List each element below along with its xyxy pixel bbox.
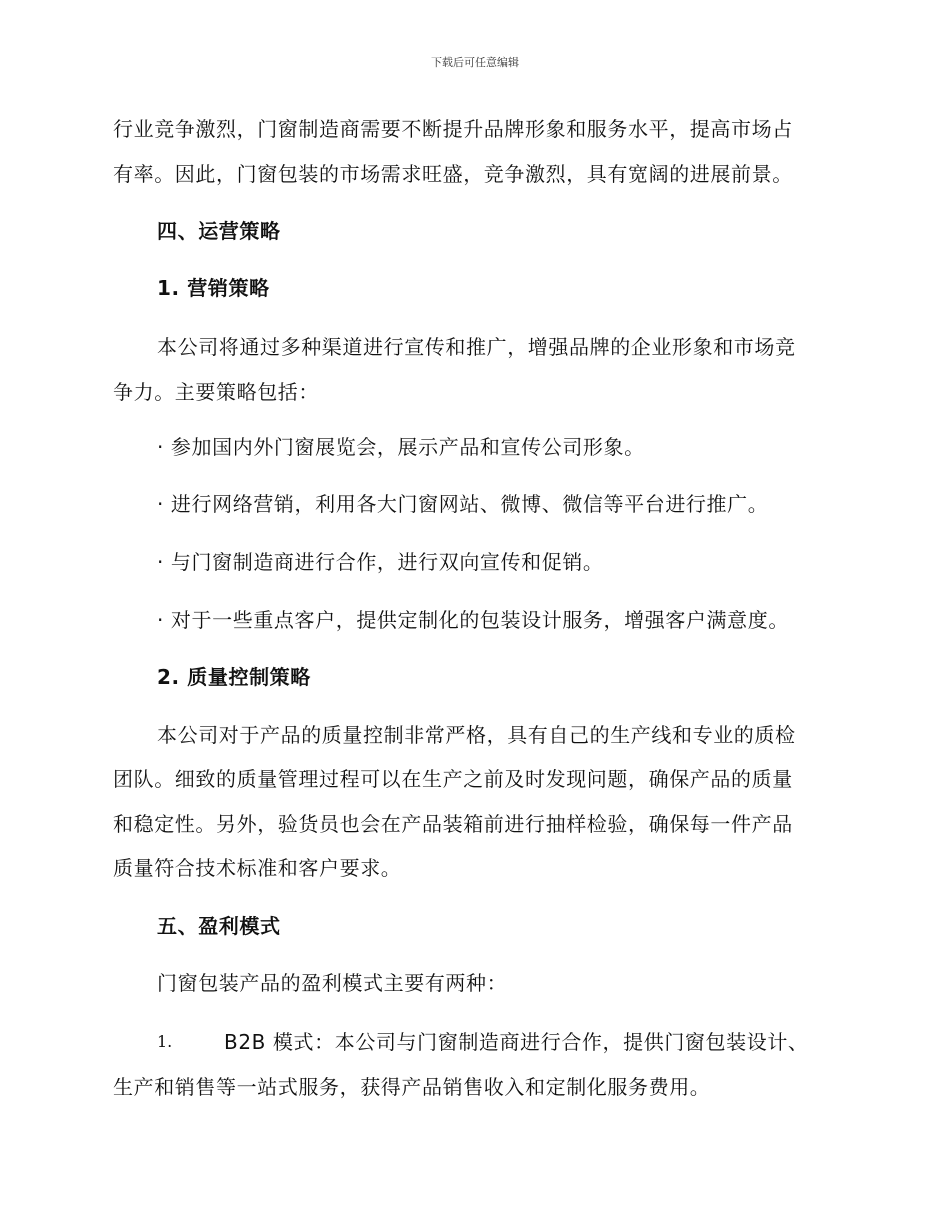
bullet-item: · 参加国内外门窗展览会，展示产品和宣传公司形象。	[157, 435, 645, 459]
bullet-item: · 对于一些重点客户，提供定制化的包装设计服务，增强客户满意度。	[157, 608, 789, 632]
paragraph-marketing-line-2: 争力。主要策略包括：	[113, 380, 319, 404]
list-item-line-1: B2B 模式：本公司与门窗制造商进行合作，提供门窗包装设计、	[224, 1030, 809, 1054]
list-item-line-2: 生产和销售等一站式服务，获得产品销售收入和定制化服务费用。	[113, 1075, 711, 1099]
paragraph-profit-model: 门窗包装产品的盈利模式主要有两种：	[157, 971, 508, 995]
paragraph-intro-line-2: 有率。因此，门窗包装的市场需求旺盛，竞争激烈，具有宽阔的进展前景。	[113, 162, 793, 186]
paragraph-marketing-line-1: 本公司将通过多种渠道进行宣传和推广，增强品牌的企业形象和市场竞	[157, 335, 796, 359]
paragraph-intro-line-1: 行业竞争激烈，门窗制造商需要不断提升品牌形象和服务水平，提高市场占	[113, 117, 793, 141]
paragraph-quality-line-2: 团队。细致的质量管理过程可以在生产之前及时发现问题，确保产品的质量	[113, 767, 793, 791]
subheading-quality-control: 2. 质量控制策略	[157, 665, 311, 689]
bullet-item: · 与门窗制造商进行合作，进行双向宣传和促销。	[157, 550, 604, 574]
subheading-marketing: 1. 营销策略	[157, 276, 270, 300]
bullet-item: · 进行网络营销，利用各大门窗网站、微博、微信等平台进行推广。	[157, 492, 769, 516]
paragraph-quality-line-3: 和稳定性。另外，验货员也会在产品装箱前进行抽样检验，确保每一件产品	[113, 812, 793, 836]
page-header-note: 下载后可任意编辑	[431, 56, 519, 69]
paragraph-quality-line-4: 质量符合技术标准和客户要求。	[113, 856, 402, 880]
section-heading-operations: 四、运营策略	[157, 219, 281, 243]
list-item-number: 1.	[157, 1032, 173, 1051]
paragraph-quality-line-1: 本公司对于产品的质量控制非常严格，具有自己的生产线和专业的质检	[157, 723, 796, 747]
section-heading-profit-model: 五、盈利模式	[157, 914, 281, 938]
